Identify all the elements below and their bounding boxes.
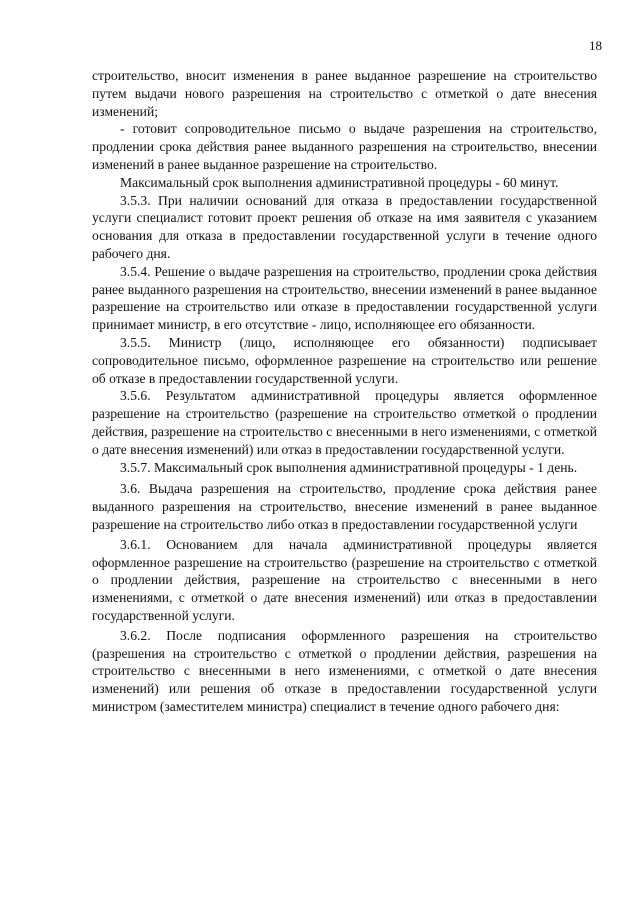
- paragraph: Максимальный срок выполнения административной процедуры - 60 минут.: [120, 174, 559, 190]
- paragraph: 3.5.5. Министр (лицо, исполняющее его обязанности) подписывает сопроводительное письмо, оформленное разрешение на строительство или решение об отказе в предоставлении государственной услуги.: [92, 334, 597, 386]
- page-number: 18: [589, 38, 602, 53]
- paragraph: 3.5.7. Максимальный срок выполнения административной процедуры - 1 день.: [120, 459, 578, 475]
- paragraph: 3.5.3. При наличии оснований для отказа в предоставлении государственной услуги специалист готовит проект решения об отказе на имя заявителя с указанием основания для отказа в предоставлении государственной услуги в течение одного рабочего дня.: [92, 192, 597, 261]
- paragraph: - готовит сопроводительное письмо о выдаче разрешения на строительство, продлении срока действия ранее выданного разрешения на строительство, внесении изменений в ранее выданное разрешение на строительство.: [92, 121, 597, 172]
- paragraph: 3.6.1. Основанием для начала административной процедуры является оформленное разрешение на строительство (разрешение на строительство с отметкой о продлении действия, разрешение на строительство с внесенными в него изменениями, с отметкой о дате внесения изменений) или отказ в предоставлении государственной услуги.: [92, 536, 597, 623]
- section-heading-paragraph: 3.6. Выдача разрешения на строительство, продление срока действия ранее выданного разрешения на строительство, внесение изменений в ранее выданное разрешение на строительство либо отказ в предоставлении государственной услуги: [92, 481, 597, 532]
- document-body: [92, 67, 597, 716]
- paragraph: строительство, вносит изменения в ранее выданное разрешение на строительство путем выдачи нового разрешения на строительство с отметкой о дате внесения изменений;: [92, 68, 597, 119]
- paragraph: 3.5.4. Решение о выдаче разрешения на строительство, продлении срока действия ранее выданного разрешения на строительство, внесении изменений в ранее выданное разрешение на строительство или отказе в предоставлении государственной услуги принимает министр, в его отсутствие - лицо, исполняющее его обязанности.: [92, 263, 597, 333]
- paragraph: 3.6.2. После подписания оформленного разрешения на строительство (разрешения на строительство с отметкой о продлении действия, разрешения на строительство с внесенными в него изменениями, с отметкой о дате внесения изменений) или решения об отказе в предоставлении государственной услуги министром (заместителем министра) специалист в течение одного рабочего дня:: [92, 627, 597, 714]
- paragraph: 3.5.6. Результатом административной процедуры является оформленное разрешение на строительство (разрешение на строительство отметкой о продлении действия, разрешение на строительство с внесенными в него изменениями, с отметкой о дате внесения изменений) или отказ в предоставлении государственной услуги.: [92, 388, 597, 457]
